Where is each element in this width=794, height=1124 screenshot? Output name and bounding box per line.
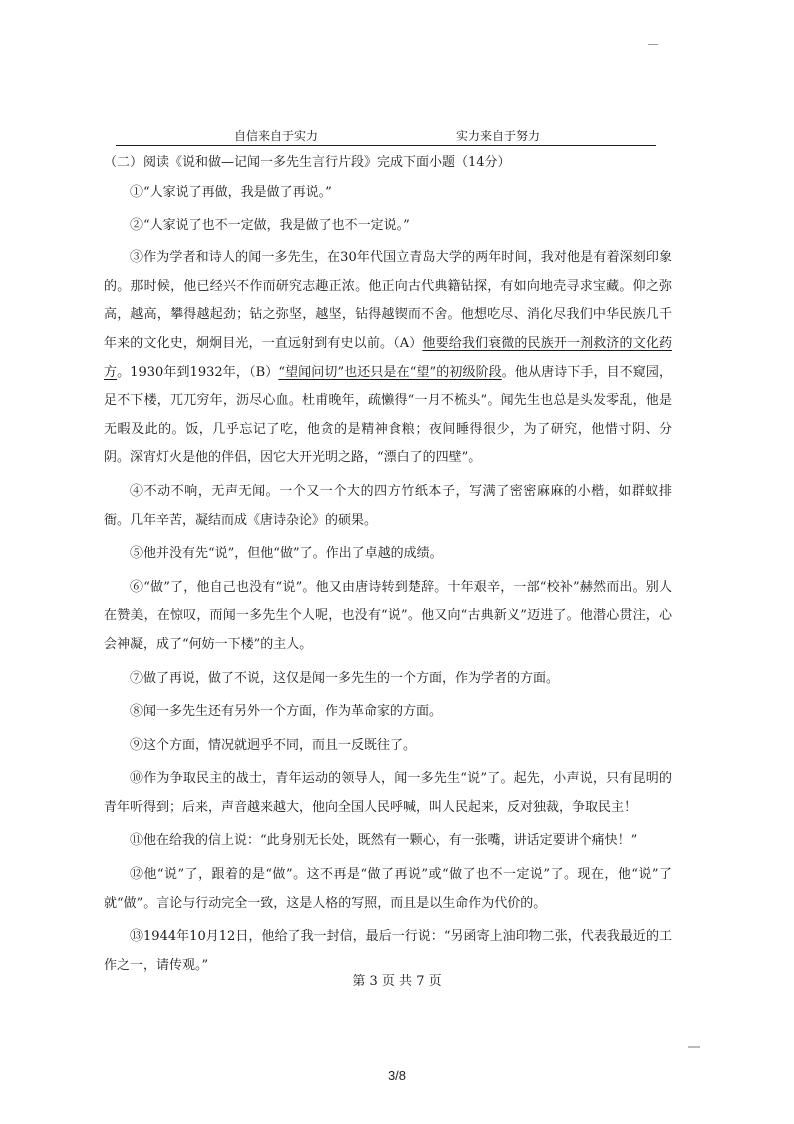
paragraph-3-end: 。他从唐诗下手，目不窥园，足不下楼，兀兀穷年，沥尽心血。杜甫晚年，疏懒得“一月不梳头”。闻先生也总是头发零乱，他是无暇及此的。饭，几乎忘记了吃，他贪的是精神食粮；夜间睡得很少，为了研究，他惜寸阴、分阴。深宵灯火是他的伴侣，因它大开光明之路，“漂白了的四壁”。 (104, 364, 672, 466)
paragraph-3-text: ③作为学者和诗人的闻一多先生，在30年代国立青岛大学的两年时间，我对他是有着深刻印象的。那时候，他已经兴不作而研究志趣正浓。他正向古代典籍钻探，有如向地壳寻求宝藏。仰之弥高，越高，攀得越起劲；钻之弥坚，越坚，钻得越锲而不舍。他想吃尽、消化尽我们中华民族几千年来的文化史，炯炯目光，一直远射到有史以前。 (104, 250, 672, 351)
underlined-sentence-b: “望闻问切”也还只是在“望”的初级阶段 (278, 364, 502, 380)
underlined-sentence-a: 他要给我们衰微的民族开一剂救济的文化药方 (104, 335, 672, 380)
paragraph-3-cont: 。1930年到1932年， (117, 364, 249, 380)
paragraph-1: ①“人家说了再做，我是做了再说。” (130, 185, 332, 200)
paragraph-6: ⑥“做”了，他自己也没有“说”。他又由唐诗转到楚辞。十年艰辛，一部“校补”赫然而出。别人在赞美，在惊叹，而闻一多先生个人呢，也没有“说”。他又向“古典新义”迈进了。他潜心贯注，心会神凝，成了“何妨一下楼”的主人。 (104, 579, 672, 652)
header-motto-left: 自信来自于实力 (234, 129, 319, 143)
scan-mark (648, 44, 658, 45)
section-title: （二）阅读《说和做—记闻一多先生言行片段》完成下面小题（14分） (104, 155, 511, 170)
page-indicator: 3/8 (387, 1068, 407, 1083)
paragraph-5: ⑤他并没有先“说”，但他“做”了。作出了卓越的成绩。 (130, 546, 443, 562)
paragraph-9: ⑨这个方面，情况就迥乎不同，而且一反既往了。 (130, 737, 417, 753)
page-header (116, 127, 656, 146)
paragraph-7: ⑦做了再说，做了不说，这仅是闻一多先生的一个方面，作为学者的方面。 (130, 670, 560, 686)
paragraph-10: ⑩作为争取民主的战士，青年运动的领导人，闻一多先生“说”了。起先，小声说，只有昆明的青年听得到；后来，声音越来越大，他向全国人民呼喊，叫人民起来，反对独裁，争取民主！ (104, 771, 672, 815)
mark-a: （A） (393, 335, 423, 351)
header-motto-right: 实力来自于努力 (456, 129, 541, 143)
paragraph-13: ⑬1944年10月12日，他给了我一封信，最后一行说：“另函寄上油印物二张，代表我最近的工作之一，请传观。” (104, 929, 672, 973)
paragraph-3 (104, 244, 672, 473)
scan-mark (688, 1046, 700, 1048)
page-footer: 第 3 页 共 7 页 (352, 974, 442, 989)
mark-b: （B） (248, 364, 279, 380)
paragraph-2: ②“人家说了也不一定做，我是做了也不一定说。” (130, 217, 410, 233)
paragraph-8: ⑧闻一多先生还有另外一个方面，作为革命家的方面。 (130, 704, 443, 720)
paragraph-4: ④不动不响，无声无闻。一个又一个大的四方竹纸本子，写满了密密麻麻的小楷，如群蚁排衙。几年辛苦，凝结而成《唐诗杂论》的硕果。 (104, 483, 672, 528)
reading-section (104, 152, 672, 985)
paragraph-11: ⑪他在给我的信上说：“此身别无长处，既然有一颗心，有一张嘴，讲话定要讲个痛快！” (130, 833, 638, 849)
paragraph-12: ⑫他“说”了，跟着的是“做”。这不再是“做了再说”或“做了也不一定说”了。现在，他“说”了就“做”。言论与行动完全一致，这是人格的写照，而且是以生命作为代价的。 (104, 867, 672, 911)
